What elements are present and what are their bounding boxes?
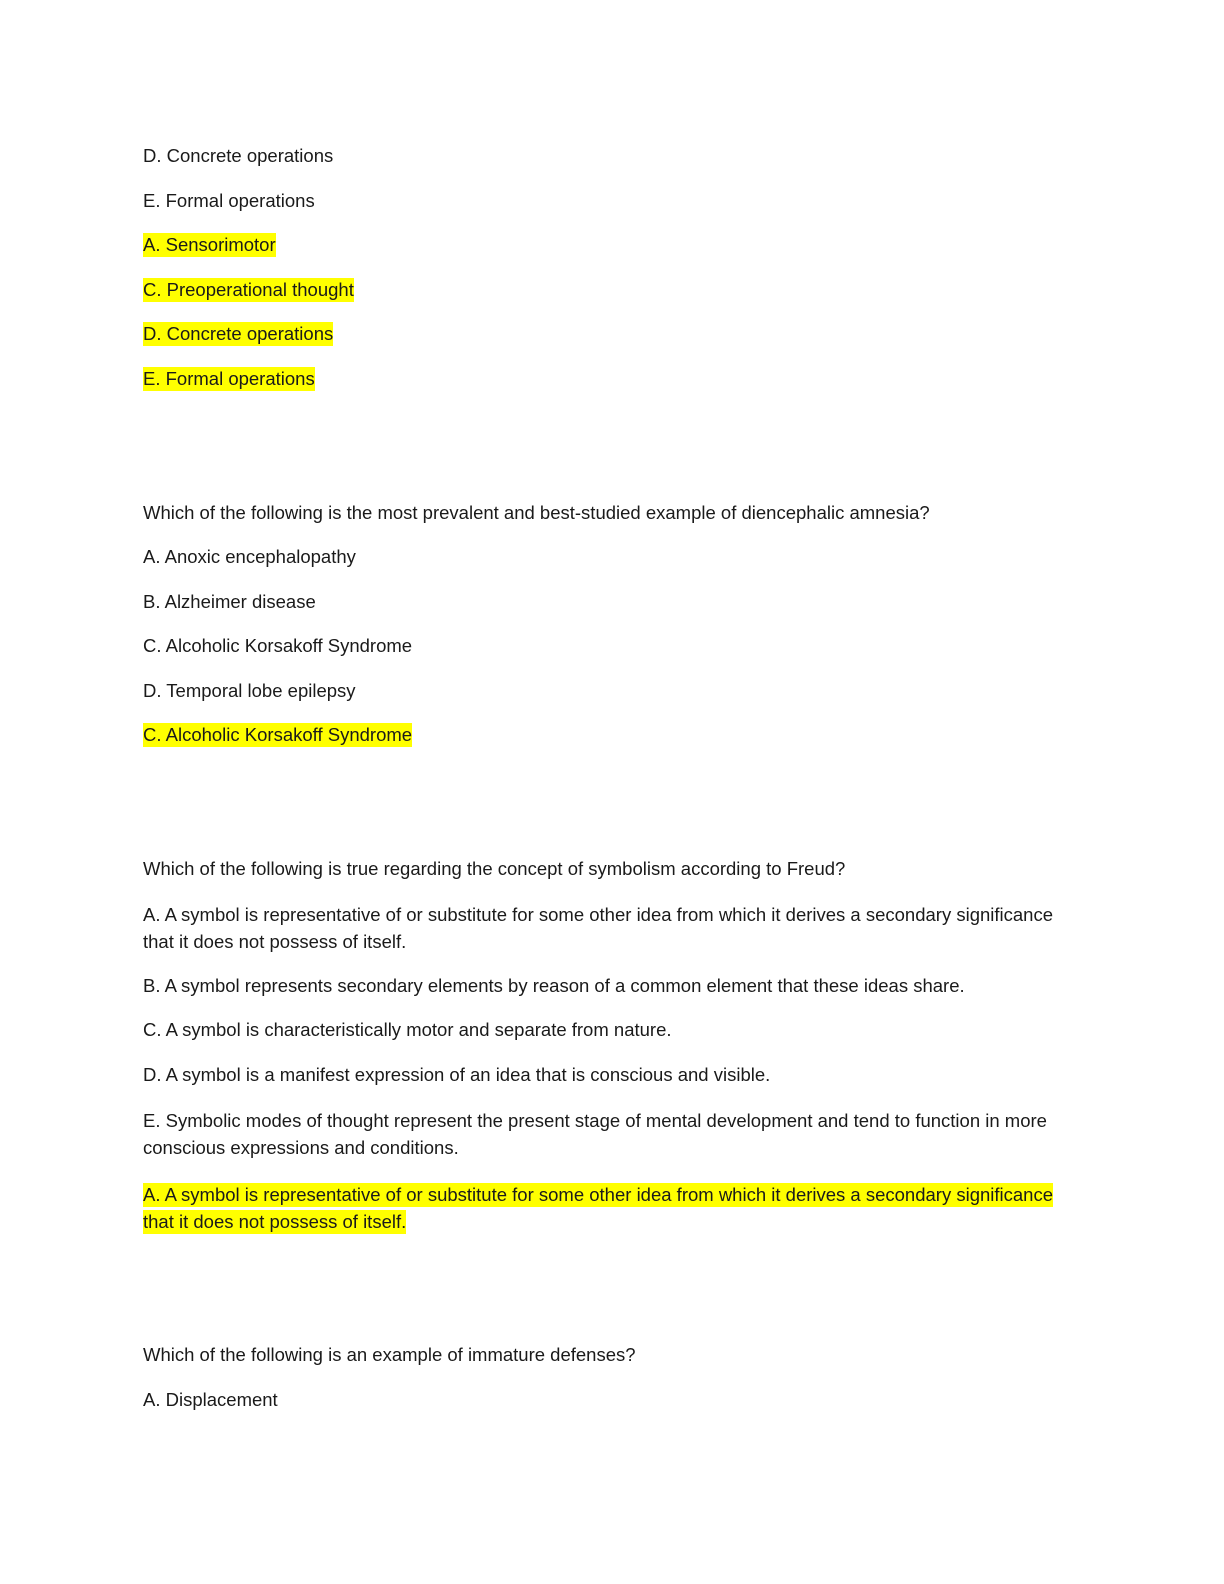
- q1-answer-c: [143, 276, 354, 304]
- q3-question: Which of the following is true regarding the concept of symbolism according to Freud?: [143, 858, 846, 879]
- q3-option-c: C. A symbol is characteristically motor and separate from nature.: [143, 1019, 672, 1040]
- q1-answer-a: [143, 231, 276, 259]
- q3-answer: [143, 1181, 1063, 1235]
- q3-option-e: E. Symbolic modes of thought represent the present stage of mental development and tend to function in more conscious expressions and conditions.: [143, 1110, 1047, 1158]
- highlighted-answer: A. Sensorimotor: [143, 234, 276, 255]
- q2-option-b: B. Alzheimer disease: [143, 591, 316, 612]
- highlighted-answer: E. Formal operations: [143, 368, 315, 389]
- q4-option-a: A. Displacement: [143, 1389, 278, 1410]
- q2-option-a: A. Anoxic encephalopathy: [143, 546, 356, 567]
- q1-answer-e: [143, 365, 315, 393]
- q1-option-d: D. Concrete operations: [143, 145, 334, 166]
- q1-option-e: E. Formal operations: [143, 190, 315, 211]
- q3-option-b: B. A symbol represents secondary elements by reason of a common element that these ideas share.: [143, 975, 965, 996]
- q2-option-d: D. Temporal lobe epilepsy: [143, 680, 356, 701]
- q2-option-c: C. Alcoholic Korsakoff Syndrome: [143, 635, 413, 656]
- highlighted-answer: C. Alcoholic Korsakoff Syndrome: [143, 724, 413, 745]
- highlighted-answer: C. Preoperational thought: [143, 279, 354, 300]
- q4-question: Which of the following is an example of immature defenses?: [143, 1344, 636, 1365]
- q3-option-d: D. A symbol is a manifest expression of an idea that is conscious and visible.: [143, 1064, 771, 1085]
- highlighted-answer: D. Concrete operations: [143, 323, 334, 344]
- q1-answer-d: [143, 320, 333, 348]
- highlighted-answer: A. A symbol is representative of or substitute for some other idea from which it derives a secondary significance that it does not possess of itself.: [143, 1184, 1054, 1232]
- q2-answer: [143, 721, 412, 749]
- q2-question: Which of the following is the most prevalent and best-studied example of diencephalic amnesia?: [143, 502, 930, 523]
- q3-option-a: A. A symbol is representative of or substitute for some other idea from which it derives a secondary significance that it does not possess of itself.: [143, 904, 1054, 952]
